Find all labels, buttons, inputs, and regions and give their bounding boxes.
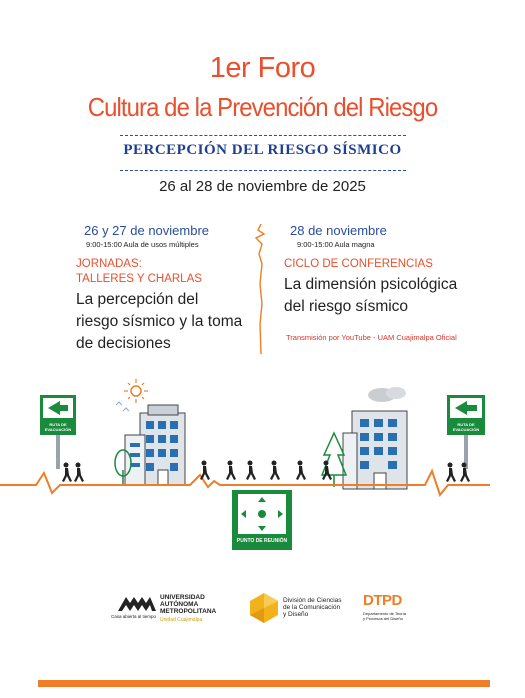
left-talk-line-3: de decisiones [76, 335, 171, 352]
sun-icon [124, 379, 148, 403]
left-date: 26 y 27 de noviembre [84, 223, 210, 238]
left-talk-line-1: La percepción del [76, 291, 199, 308]
dccd-line-1: División de Ciencias [283, 597, 342, 604]
right-category: CICLO DE CONFERENCIAS [284, 258, 433, 270]
footer-bar [38, 680, 490, 687]
uam-line-3: METROPOLITANA [160, 608, 217, 615]
left-category-1: JORNADAS: [76, 258, 142, 270]
seismic-divider [254, 224, 268, 354]
right-exit-sign [447, 395, 485, 469]
uam-unit: Unidad Cuajimalpa [160, 617, 203, 623]
forum-subtitle: PERCEPCIÓN DEL RIESGO SÍSMICO [123, 142, 402, 158]
right-talk-line-2: del riesgo sísmico [284, 298, 409, 315]
stream-note: Transmisión por YouTube - UAM Cuajimalpa Oficial [286, 333, 457, 342]
left-exit-sign [40, 395, 76, 469]
uam-line-1: UNIVERSIDAD [160, 594, 205, 601]
uam-logo-icon [116, 593, 158, 613]
meeting-point-label: PUNTO DE REUNIÓN [236, 538, 288, 544]
left-building [125, 405, 185, 485]
uam-line-2: AUTÓNOMA [160, 601, 199, 608]
dtpd-line-2: y Procesos del Diseño [363, 616, 403, 621]
dccd-line-3: y Diseño [283, 611, 309, 618]
dccd-line-2: de la Comunicación [283, 604, 341, 611]
left-category-2: TALLERES Y CHARLAS [76, 273, 202, 285]
divider-top [120, 135, 406, 136]
forum-main-title: Cultura de la Prevención del Riesgo [87, 92, 438, 122]
dtpd-line-1: Departamento de Teoría [363, 611, 407, 616]
right-building [343, 387, 407, 489]
right-date: 28 de noviembre [290, 223, 387, 238]
event-dates: 26 al 28 de noviembre de 2025 [159, 178, 366, 195]
dtpd-logo: DTPD [363, 592, 402, 609]
left-exit-label: RUTA DE EVACUACIÓN [44, 422, 72, 432]
right-exit-label: RUTA DE EVACUACIÓN [452, 422, 480, 432]
uam-motto: Casa abierta al tiempo [111, 614, 157, 619]
tree-right [322, 433, 346, 487]
forum-edition-title: 1er Foro [209, 52, 316, 84]
right-time-place: 9:00-15:00 Aula magna [297, 240, 375, 249]
divider-bottom [120, 170, 406, 171]
dccd-logo-icon [248, 593, 280, 623]
left-talk-line-2: riesgo sísmico y la toma [76, 313, 243, 330]
left-time-place: 9:00-15:00 Aula de usos múltiples [86, 240, 199, 249]
right-talk-line-1: La dimensión psicológica [284, 276, 458, 293]
city-illustration [0, 375, 525, 555]
